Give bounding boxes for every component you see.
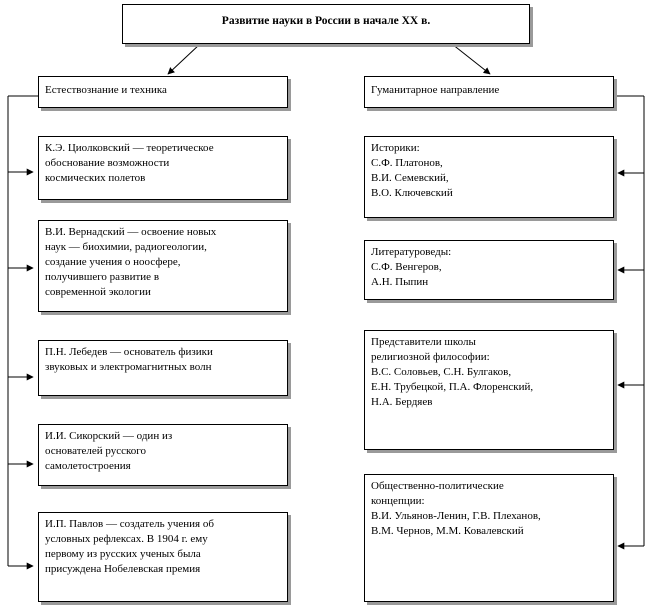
card-historians: Историки: С.Ф. Платонов, В.И. Семевский, В.О. Ключевский bbox=[364, 136, 614, 218]
card-vernadsky: В.И. Вернадский — освоение новых наук — биохимии, радиогеологии, создание учения о ноосфере, получившего развитие в современной экологии bbox=[38, 220, 288, 312]
card-pavlov: И.П. Павлов — создатель учения об условных рефлексах. В 1904 г. ему первому из русских ученых была присуждена Нобелевская премия bbox=[38, 512, 288, 602]
card-tsiolkovsky: К.Э. Циолковский — теоретическое обоснование возможности космических полетов bbox=[38, 136, 288, 200]
card-religious-philosophy: Представители школы религиозной философии: В.С. Соловьев, С.Н. Булгаков, Е.Н. Трубецкой, П.А. Флоренский, Н.А. Бердяев bbox=[364, 330, 614, 450]
card-political-concepts: Общественно-политические концепции: В.И. Ульянов-Ленин, Г.В. Плеханов, В.М. Чернов, М.М. Ковалевский bbox=[364, 474, 614, 602]
heading-natural-science: Естествознание и техника bbox=[38, 76, 288, 108]
arrow-title-to-right bbox=[452, 44, 490, 74]
heading-humanities: Гуманитарное направление bbox=[364, 76, 614, 108]
card-literary-scholars: Литературоведы: С.Ф. Венгеров, А.Н. Пыпин bbox=[364, 240, 614, 300]
arrow-title-to-left bbox=[168, 44, 200, 74]
card-sikorsky: И.И. Сикорский — один из основателей русского самолетостроения bbox=[38, 424, 288, 486]
card-lebedev: П.Н. Лебедев — основатель физики звуковых и электромагнитных волн bbox=[38, 340, 288, 396]
diagram-title: Развитие науки в России в начале XX в. bbox=[122, 4, 530, 44]
